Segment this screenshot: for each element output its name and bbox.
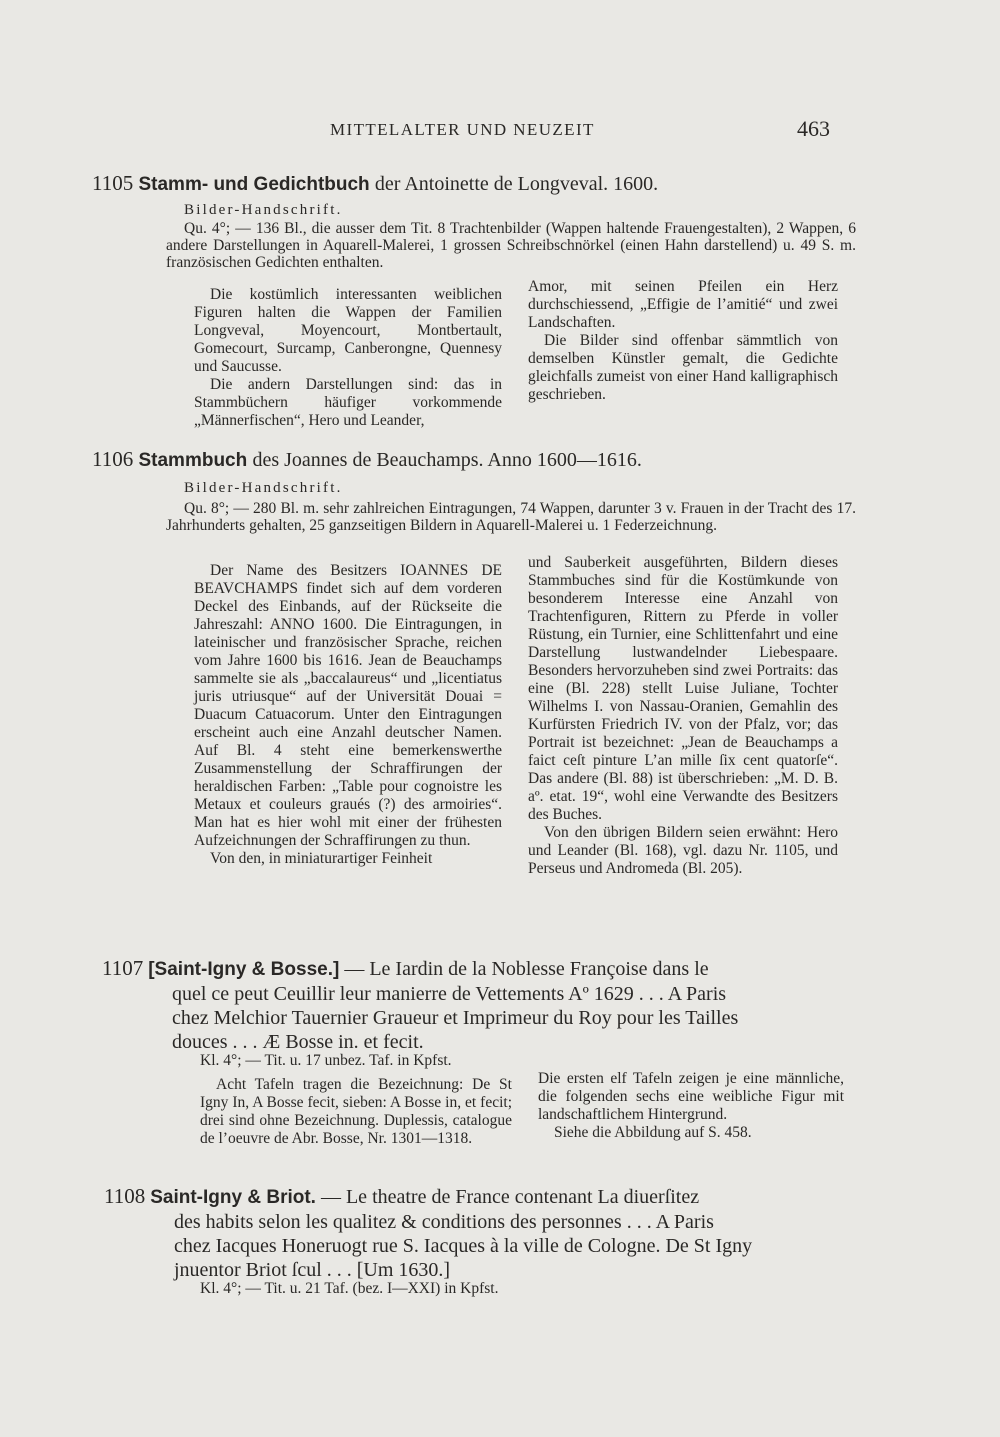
entry-collation: Kl. 4°; — Tit. u. 21 Taf. (bez. I—XXI) in Kpfst. (200, 1280, 499, 1297)
entry-collation: Qu. 8°; — 280 Bl. m. sehr zahlreichen Eintragungen, 74 Wappen, darunter 3 v. Frauen in der Tracht des 17. Jahrhunderts gehalten, 25 ganzseitigen Bildern in Aquarell-Malerei u. 1 Federzeichnung. (166, 500, 856, 534)
left-column (194, 562, 502, 868)
paragraph: und Sauberkeit ausgeführten, Bildern dieses Stammbuches sind für die Kostümkunde von besonderem Interesse eine Anzahl von Trachtenfiguren, Rittern zu Pferde in voller Rüstung, ein Turnier, eine Schlittenfahrt und eine Darstellung lustwandelnder Liebespaare. Besonders hervorzuheben sind zwei Portraits: das eine (Bl. 228) stellt Luise Juliane, Tochter Wilhelms I. von Nassau-Oranien, Gemahlin des Kurfürsten Friedrich IV. von der Pfalz, vor; das Portrait ist bezeichnet: „Jean de Beauchamps a faict ceſt pinture L’an mille ſix cent quatorſe“. Das andere (Bl. 88) ist überschrieben: „M. D. B. aº. etat. 19“, wohl eine Verwandte des Besitzers des Buches. (528, 554, 838, 823)
paragraph: Der Name des Besitzers IOANNES DE BEAVCHAMPS findet sich auf dem vorderen Deckel des Einbands, auf der Rückseite die Jahreszahl: ANNO 1600. Die Eintragungen, in lateinischer und französischer Sprache, reichen vom Jahre 1600 bis 1616. Jean de Beauchamps sammelte sie als „baccalaureus“ und „licentiatus juris utriusque“ auf der Universität Douai = Duacum Catuacorum. Unter den Eintragungen erscheint auch eine Anzahl deutscher Namen. Auf Bl. 4 steht eine bemerkenswerthe Zusammenstellung der Schraffirungen der heraldischen Farben: „Table pour cognoistre les Metaux et couleurs graués (?) des armoiries“. Man hat es hier wohl mit einer der frühesten Aufzeichnungen der Schraffirungen zu thun. (194, 562, 502, 849)
entry-description-line: jnuentor Briot ſcul . . . [Um 1630.] (174, 1259, 451, 1281)
paragraph: Die andern Darstellungen sind: das in Stammbüchern häufiger vorkommende „Männerfischen“, Hero und Leander, (194, 376, 502, 429)
entry-description: der Antoinette de Longveval. 1600. (374, 173, 659, 195)
entry-title: Stammbuch (138, 450, 248, 471)
entry-number: 1108 (104, 1184, 146, 1208)
entry-title: Saint-Igny & Briot. (150, 1187, 316, 1208)
entry-collation: Qu. 4°; — 136 Bl., die ausser dem Tit. 8 Trachtenbilder (Wappen haltende Frauengestalten), 2 Wappen, 6 andere Darstellungen in Aquarell-Malerei, 1 grossen Schreibschnörkel (einen Hahn darstellend) u. 49 S. m. französischen Gedichten enthalten. (166, 220, 856, 271)
paragraph: Die ersten elf Tafeln zeigen je eine männliche, die folgenden sechs eine weibliche Figur mit landschaftlichem Hintergrund. (538, 1070, 844, 1123)
entry-heading (92, 446, 862, 474)
running-head (0, 116, 1000, 144)
entry-description-line: des habits selon les qualitez & conditions des personnes . . . A Paris (174, 1211, 714, 1233)
entry-collation: Kl. 4°; — Tit. u. 17 unbez. Taf. in Kpfst. (200, 1052, 452, 1069)
paragraph: Von den übrigen Bildern seien erwähnt: Hero und Leander (Bl. 168), vgl. dazu Nr. 1105, und Perseus und Andromeda (Bl. 205). (528, 824, 838, 877)
entry-subheading: Bilder-Handschrift. (184, 480, 343, 496)
paragraph: Die Bilder sind offenbar sämmtlich von demselben Künstler gemalt, die Gedichte gleichfalls zumeist von einer Hand kalligraphisch geschrieben. (528, 332, 838, 403)
left-column (194, 286, 502, 430)
entry-number: 1105 (92, 171, 134, 195)
entry-description-line: — Le theatre de France contenant La diuerſitez (320, 1186, 700, 1208)
entry-number: 1107 (102, 956, 144, 980)
entry-subheading: Bilder-Handschrift. (184, 202, 343, 218)
paragraph: Die kostümlich interessanten weiblichen Figuren halten die Wappen der Familien Longveval, Moyencourt, Montbertault, Gomecourt, Surcamp, Canberongne, Quennesy und Saucusse. (194, 286, 502, 375)
entry-heading (102, 956, 862, 1054)
left-column (200, 1076, 512, 1148)
page-number: 463 (797, 116, 830, 141)
entry-heading (104, 1184, 864, 1282)
paragraph: Siehe die Abbildung auf S. 458. (554, 1124, 752, 1141)
paragraph: Acht Tafeln tragen die Bezeichnung: De St Igny In, A Bosse fecit, sieben: A Bosse in, et fecit; drei sind ohne Bezeichnung. Duplessis, catalogue de l’oeuvre de Abr. Bosse, Nr. 1301—1318. (200, 1076, 512, 1147)
entry-description-line: — Le Iardin de la Noblesse Françoise dans le (344, 958, 709, 980)
paragraph: Amor, mit seinen Pfeilen ein Herz durchschiessend, „Effigie de l’amitié“ und zwei Landschaften. (528, 278, 838, 331)
right-column (528, 554, 838, 878)
entry-description-line: quel ce peut Ceuillir leur manierre de Vettements Aº 1629 . . . A Paris (172, 983, 727, 1005)
right-column (528, 278, 838, 404)
entry-title: Stamm- und Gedichtbuch (138, 174, 370, 195)
right-column (538, 1070, 844, 1142)
entry-number: 1106 (92, 447, 134, 471)
entry-description-line: chez Iacques Honeruogt rue S. Iacques à la ville de Cologne. De St Igny (174, 1235, 753, 1257)
entry-title: [Saint-Igny & Bosse.] (148, 959, 340, 980)
paragraph: Von den, in miniaturartiger Feinheit (210, 850, 433, 867)
entry-description-line: chez Melchior Tauernier Graueur et Imprimeur du Roy pour les Tailles (172, 1007, 739, 1029)
entry-description: des Joannes de Beauchamps. Anno 1600—1616. (252, 449, 642, 471)
running-title: MITTELALTER UND NEUZEIT (330, 120, 595, 139)
entry-description-line: douces . . . Æ Bosse in. et fecit. (172, 1031, 424, 1053)
entry-heading (92, 170, 862, 198)
